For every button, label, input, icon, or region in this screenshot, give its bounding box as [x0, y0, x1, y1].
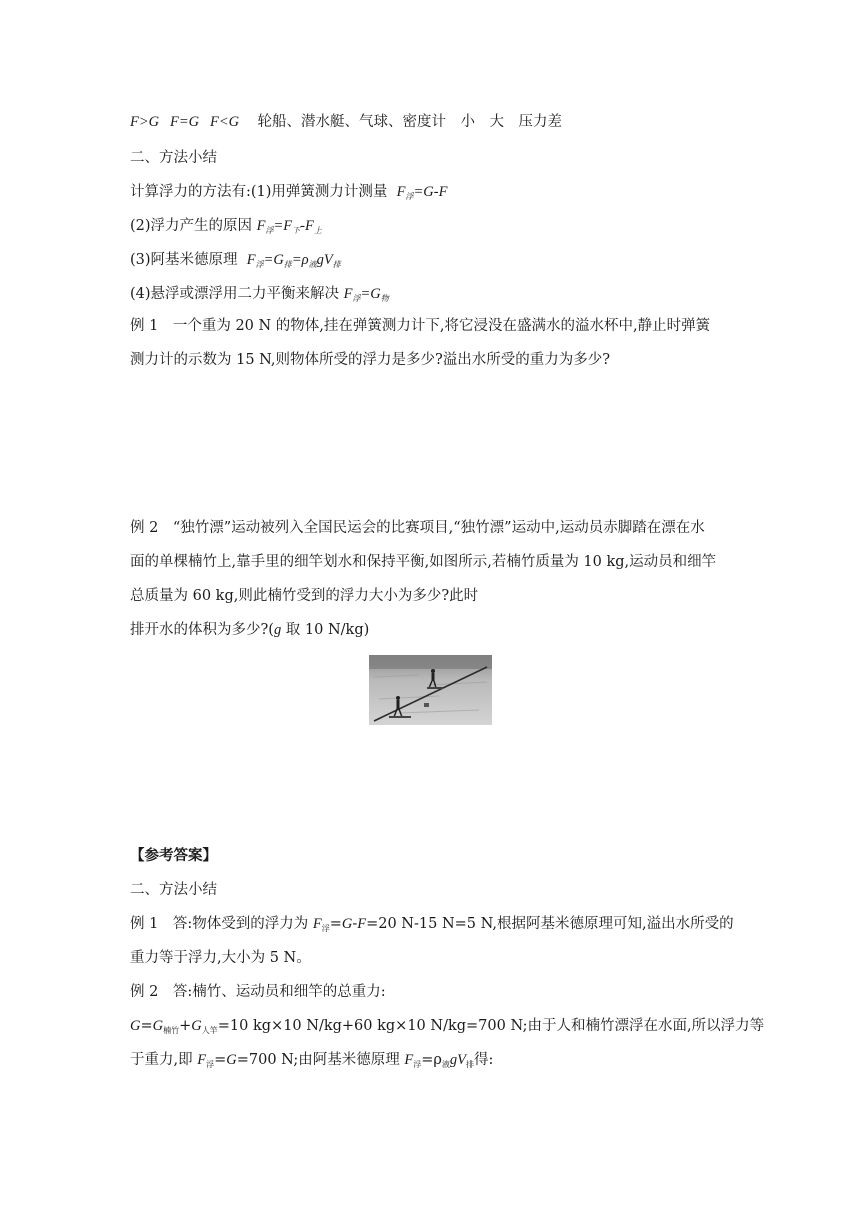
method-1: 计算浮力的方法有:(1)用弹簧测力计测量 $F_浮=G-F$ [130, 184, 448, 201]
formula-3: $F_浮=G_排=\rho_液gV_排$ [246, 252, 341, 269]
answer-2-line-2: $G=G_{楠竹}+G_{人竿}=10$ kg×10 N/kg+60 kg×10 N/kg=700 N;由于人和楠竹漂浮在水面,所以浮力等 [130, 1018, 765, 1035]
answer-1-line-1: 例 1 答:物体受到的浮力为 $F_浮=G-F=20$ N-15 N=5 N,根据阿基米德原理可知,溢出水所受的 [130, 916, 734, 933]
formula-1: $F_浮=G-F$ [396, 184, 448, 201]
formula-comparison: F>G F=G F<G [130, 114, 240, 130]
answer-2-line-1: 例 2 答:楠竹、运动员和细竿的总重力: [130, 984, 386, 1000]
answer-1-line-2: 重力等于浮力,大小为 5 N。 [130, 950, 311, 966]
bamboo-rafting-photo [369, 655, 492, 725]
method-2: (2)浮力产生的原因 $F_浮=F_下-F_上$ [130, 218, 322, 235]
example-1-line-2: 测力计的示数为 15 N,则物体所受的浮力是多少?溢出水所受的重力为多少? [130, 352, 611, 368]
method-3: (3)阿基米德原理 $F_浮=G_排=\rho_液gV_排$ [130, 252, 341, 269]
section-heading: 二、方法小结 [130, 150, 217, 166]
reference-answer-title: 【参考答案】 [130, 847, 217, 864]
formula-4: $F_浮=G_物$ [343, 286, 389, 303]
example-2-line-4: 排开水的体积为多少?(g 取 10 N/kg) [130, 622, 370, 638]
result-text: 轮船、潜水艇、气球、密度计 小 大 压力差 [257, 114, 563, 130]
line-result [130, 112, 562, 132]
example-2-line-1: 例 2 “独竹漂”运动被列入全国民运会的比赛项目,“独竹漂”运动中,运动员赤脚踏在漂在水 [130, 520, 705, 536]
reference-section-heading: 二、方法小结 [130, 882, 217, 898]
method-4: (4)悬浮或漂浮用二力平衡来解决 $F_浮=G_物$ [130, 286, 389, 303]
formula-2: $F_浮=F_下-F_上$ [256, 218, 322, 235]
example-2-line-2: 面的单棵楠竹上,靠手里的细竿划水和保持平衡,如图所示,若楠竹质量为 10 kg,运动员和细竿 [130, 554, 717, 570]
example-1-line-1: 例 1 一个重为 20 N 的物体,挂在弹簧测力计下,将它浸没在盛满水的溢水杯中,静止时弹簧 [130, 318, 711, 334]
answer-2-line-3: 于重力,即 $F_浮=G=700$ N;由阿基米德原理 $F_浮=\rho_液gV_排$得: [130, 1052, 494, 1069]
example-2-line-3: 总质量为 60 kg,则此楠竹受到的浮力大小为多少?此时 [130, 588, 479, 604]
